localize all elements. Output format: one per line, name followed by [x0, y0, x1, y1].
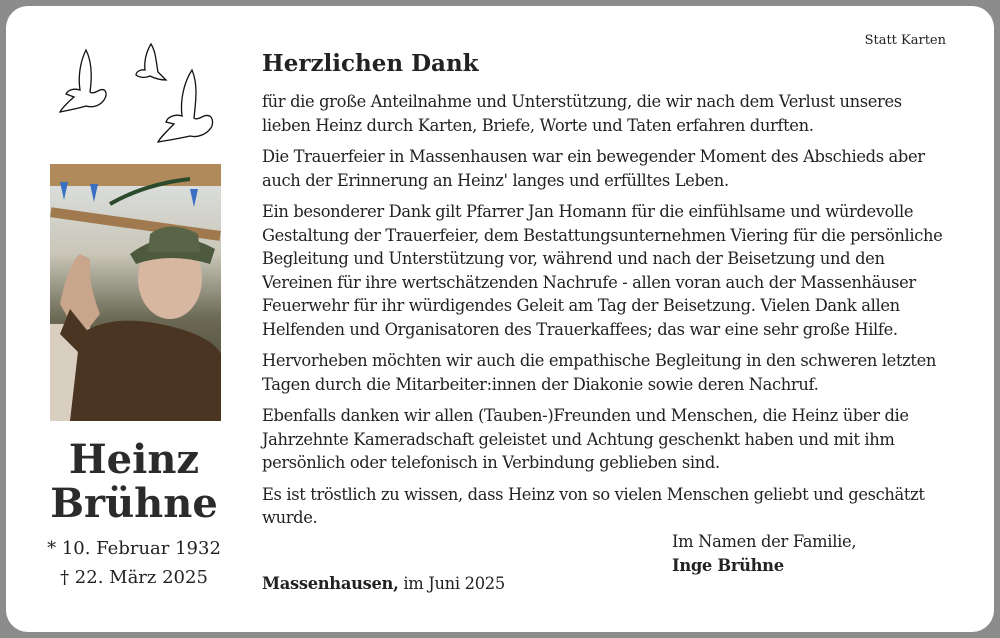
text-line: Die Trauerfeier in Massenhausen war ein bewegender Moment des Abschieds aber	[262, 147, 925, 166]
text-line: Ebenfalls danken wir allen (Tauben-)Freunden und Menschen, die Heinz über die	[262, 406, 909, 425]
text-line: Jahrzehnte Kameradschaft geleistet und Achtung geschenkt haben und mit ihm	[262, 429, 895, 449]
place: Massenhausen,	[262, 574, 399, 593]
text-line: Es ist tröstlich zu wissen, dass Heinz von so vielen Menschen geliebt und geschätzt	[262, 484, 925, 504]
thanks-heading: Herzlichen Dank	[262, 50, 479, 77]
doves-icon	[56, 42, 216, 152]
text-line: Vereinen für ihre wertschätzenden Nachrufe - allen voran auch der Massenhäuser	[262, 272, 916, 292]
paragraph	[262, 200, 942, 341]
paragraph	[262, 145, 942, 192]
signature-block	[672, 530, 856, 577]
text-line: auch der Erinnerung an Heinz' langes und erfülltes Leben.	[262, 170, 729, 190]
text-line: Ein besonderer Dank gilt Pfarrer Jan Homann für die einfühlsame und würdevolle	[262, 202, 914, 221]
paragraph	[262, 404, 942, 475]
text-line: lieben Heinz durch Karten, Briefe, Worte und Taten erfahren durften.	[262, 115, 814, 135]
deceased-last-name: Brühne	[50, 480, 218, 527]
birth-date: * 10. Februar 1932	[47, 538, 221, 559]
obituary-card	[6, 6, 994, 632]
text-line: Tagen durch die Mitarbeiter:innen der Diakonie sowie deren Nachruf.	[262, 374, 819, 394]
date: im Juni 2025	[398, 574, 505, 593]
signature-name: Inge Brühne	[672, 555, 784, 575]
text-line: für die große Anteilnahme und Unterstützung, die wir nach dem Verlust unseres	[262, 92, 902, 111]
portrait-photo	[50, 164, 221, 421]
signature-intro: Im Namen der Familie,	[672, 532, 857, 551]
place-date	[262, 574, 505, 593]
text-line: Feuerwehr für ihr würdigendes Geleit am Tag der Beisetzung. Vielen Dank allen	[262, 296, 900, 315]
paragraph	[262, 349, 942, 396]
death-date: † 22. März 2025	[60, 567, 208, 588]
thanks-text	[262, 90, 942, 538]
text-line: wurde.	[262, 508, 318, 527]
text-line: Gestaltung der Trauerfeier, dem Bestattungsunternehmen Viering für die persönliche	[262, 225, 943, 245]
paragraph	[262, 90, 942, 137]
text-line: Helfenden und Organisatoren des Trauerkaffees; das war eine sehr große Hilfe.	[262, 319, 898, 339]
statt-karten-note: Statt Karten	[864, 33, 946, 48]
text-line: Hervorheben möchten wir auch die empathische Begleitung in den schweren letzten	[262, 351, 937, 370]
paragraph	[262, 483, 942, 530]
deceased-first-name: Heinz	[68, 436, 200, 483]
text-line: Begleitung und Unterstützung vor, während und nach der Beisetzung und den	[262, 249, 885, 268]
text-line: persönlich oder telefonisch in Verbindung geblieben sind.	[262, 453, 720, 472]
